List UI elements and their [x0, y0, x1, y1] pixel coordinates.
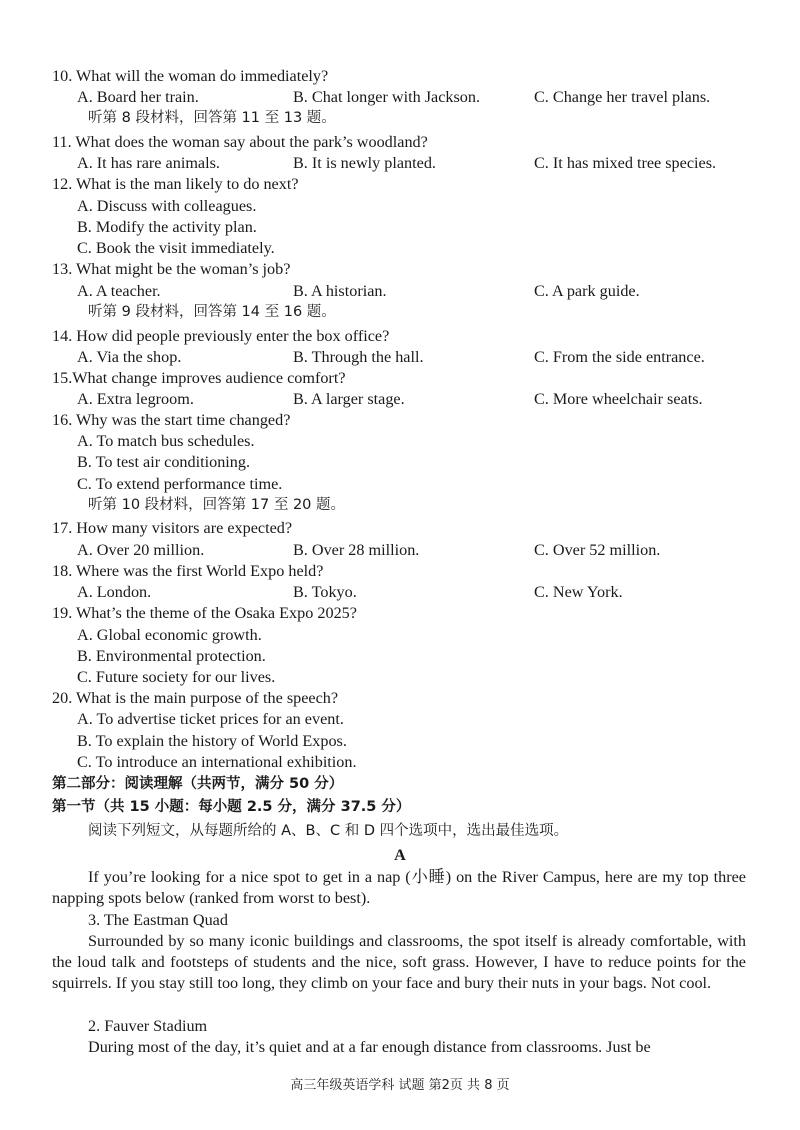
- spot-2-text: During most of the day, it’s quiet and at a far enough distance from classrooms. Just be: [88, 1038, 651, 1056]
- option-a: A. Via the shop.: [77, 348, 182, 366]
- spot-3-title: 3. The Eastman Quad: [88, 911, 228, 929]
- option-a: A. Discuss with colleagues.: [77, 197, 257, 215]
- option-b: B. A historian.: [293, 282, 387, 300]
- question-20-stem: 20. What is the main purpose of the speech?: [52, 689, 339, 707]
- question-12-stem: 12. What is the man likely to do next?: [52, 175, 299, 193]
- option-a: A. Extra legroom.: [77, 390, 194, 408]
- option-b: B. Over 28 million.: [293, 541, 420, 559]
- question-17-stem: 17. How many visitors are expected?: [52, 519, 293, 537]
- part2-heading: 第二部分：阅读理解（共两节，满分 50 分）: [52, 776, 344, 792]
- question-17-options: [52, 540, 752, 561]
- option-c: C. Change her travel plans.: [534, 88, 711, 106]
- section-instruction-8: 听第 8 段材料，回答第 11 至 13 题。: [88, 110, 336, 126]
- question-13-options: [52, 281, 752, 302]
- option-a: A. A teacher.: [77, 282, 161, 300]
- option-b: B. To explain the history of World Expos.: [77, 732, 347, 750]
- spot-2-title: 2. Fauver Stadium: [88, 1017, 208, 1035]
- option-b: B. To test air conditioning.: [77, 453, 251, 471]
- option-c: C. Book the visit immediately.: [77, 239, 275, 257]
- option-b: B. Through the hall.: [293, 348, 424, 366]
- question-16-stem: 16. Why was the start time changed?: [52, 411, 291, 429]
- option-c: C. New York.: [534, 583, 623, 601]
- option-c: C. Future society for our lives.: [77, 668, 276, 686]
- option-a: A. To advertise ticket prices for an event.: [77, 710, 344, 728]
- section-instruction-10: 听第 10 段材料，回答第 17 至 20 题。: [88, 497, 346, 513]
- option-b: B. Chat longer with Jackson.: [293, 88, 481, 106]
- option-c: C. Over 52 million.: [534, 541, 661, 559]
- question-15-options: [52, 389, 752, 410]
- question-10-stem: 10. What will the woman do immediately?: [52, 67, 329, 85]
- question-18-stem: 18. Where was the first World Expo held?: [52, 562, 324, 580]
- question-15-stem: 15.What change improves audience comfort?: [52, 369, 346, 387]
- question-19-stem: 19. What’s the theme of the Osaka Expo 2025?: [52, 604, 357, 622]
- option-a: A. Over 20 million.: [77, 541, 205, 559]
- section1-heading: 第一节（共 15 小题：每小题 2.5 分，满分 37.5 分）: [52, 799, 411, 815]
- option-a: A. Board her train.: [77, 88, 199, 106]
- option-a: A. To match bus schedules.: [77, 432, 255, 450]
- option-a: A. Global economic growth.: [77, 626, 262, 644]
- option-a: A. It has rare animals.: [77, 154, 220, 172]
- option-c: C. It has mixed tree species.: [534, 154, 717, 172]
- option-c: C. More wheelchair seats.: [534, 390, 703, 408]
- section-instruction-9: 听第 9 段材料，回答第 14 至 16 题。: [88, 304, 336, 320]
- spot-3-text: Surrounded by so many iconic buildings and classrooms, the spot itself is already comfortable, with the loud talk and footsteps of students and the nice, soft grass. However, I have to reduce points for the squirrels. If you stay still too long, they climb on your face and bury their nuts in your bags. Not cool.: [52, 932, 746, 992]
- option-b: B. It is newly planted.: [293, 154, 436, 172]
- option-c: C. From the side entrance.: [534, 348, 705, 366]
- question-14-options: [52, 347, 752, 368]
- option-b: B. Tokyo.: [293, 583, 357, 601]
- option-b: B. Environmental protection.: [77, 647, 266, 665]
- option-c: C. To introduce an international exhibition.: [77, 753, 357, 771]
- option-a: A. London.: [77, 583, 152, 601]
- option-c: C. To extend performance time.: [77, 475, 283, 493]
- question-10-options: [52, 87, 752, 108]
- option-c: C. A park guide.: [534, 282, 640, 300]
- option-b: B. Modify the activity plan.: [77, 218, 257, 236]
- question-18-options: [52, 582, 752, 603]
- option-b: B. A larger stage.: [293, 390, 405, 408]
- question-13-stem: 13. What might be the woman’s job?: [52, 260, 291, 278]
- page-footer: 高三年级英语学科 试题 第2页 共 8 页: [290, 1078, 510, 1093]
- question-11-options: [52, 153, 752, 174]
- question-14-stem: 14. How did people previously enter the box office?: [52, 327, 390, 345]
- passage-intro: If you’re looking for a nice spot to get in a nap (小睡) on the River Campus, here are my top three napping spots below (ranked from worst to best).: [52, 868, 746, 907]
- question-11-stem: 11. What does the woman say about the park’s woodland?: [52, 133, 428, 151]
- reading-instruction: 阅读下列短文，从每题所给的 A、B、C 和 D 四个选项中，选出最佳选项。: [88, 823, 569, 839]
- passage-label: A: [394, 846, 406, 864]
